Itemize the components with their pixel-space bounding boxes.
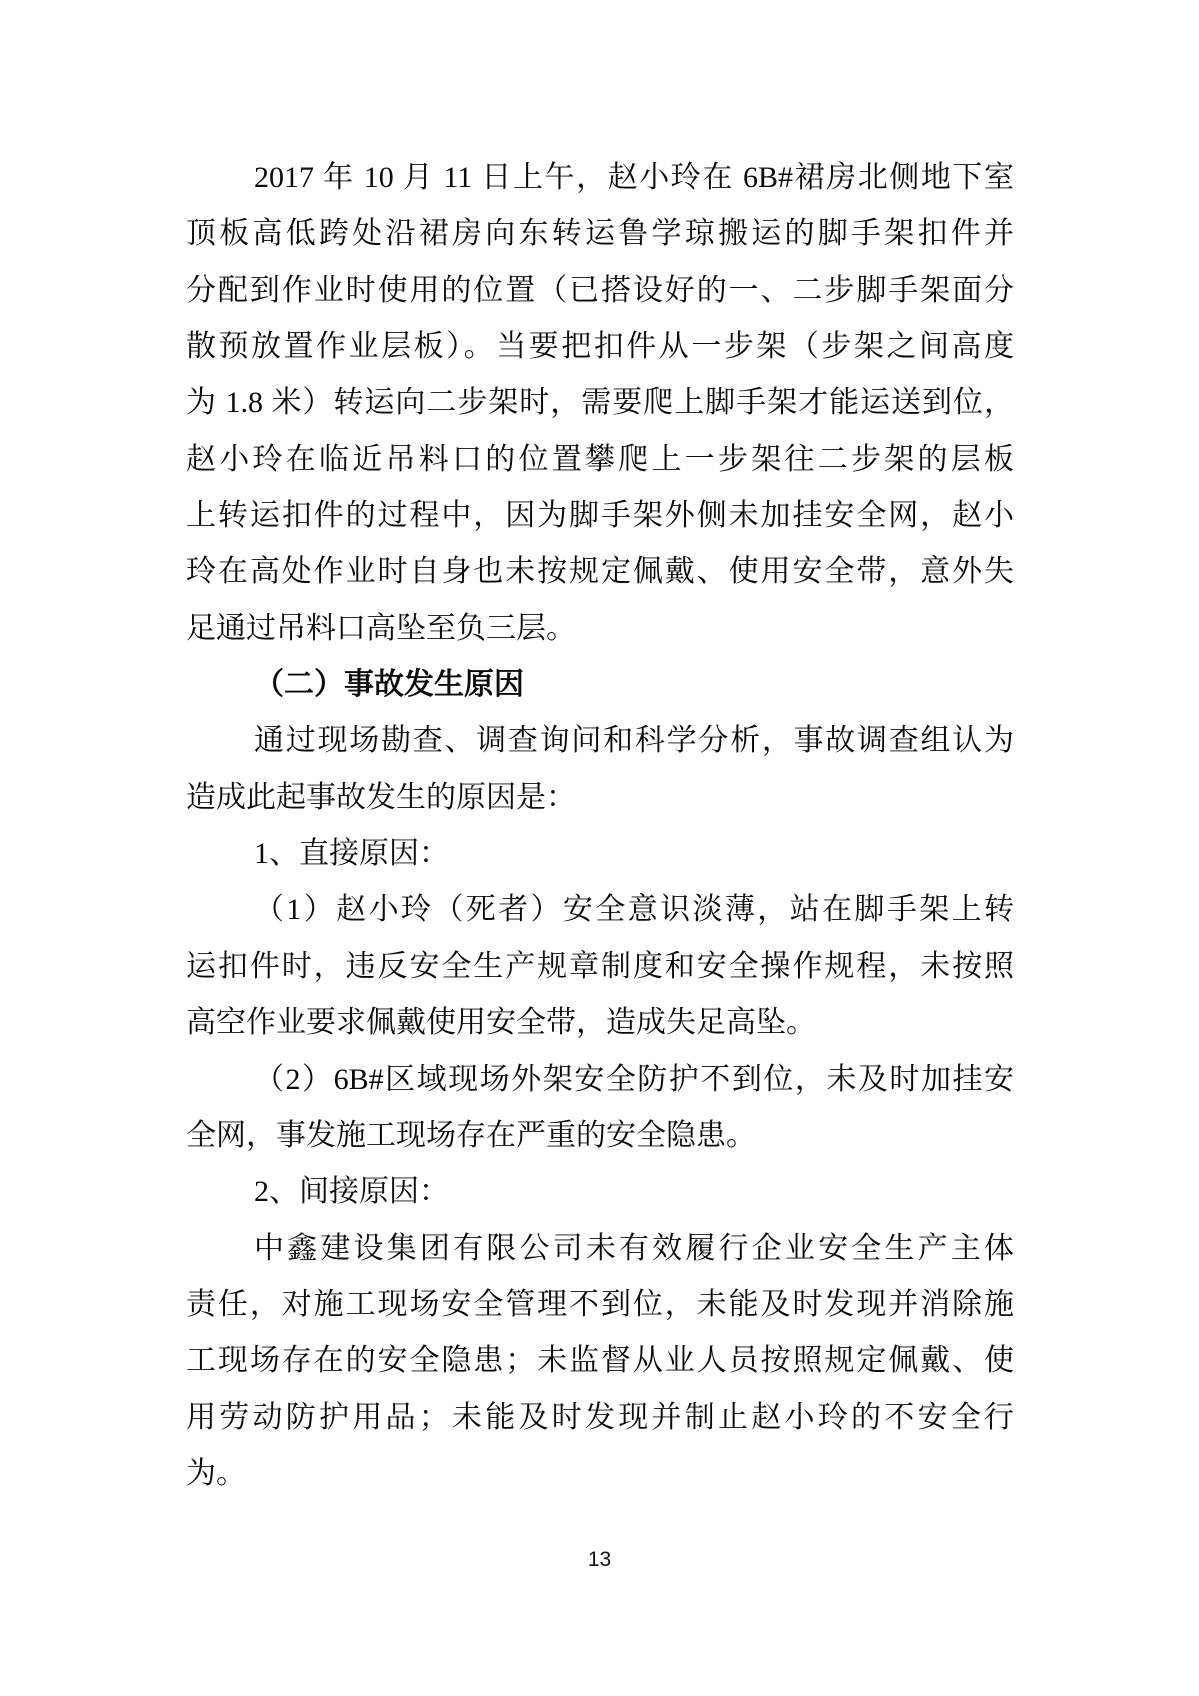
paragraph-line: 工现场存在的安全隐患；未监督从业人员按照规定佩戴、使 bbox=[186, 1344, 1014, 1378]
section-heading: （二）事故发生原因 bbox=[254, 668, 524, 702]
paragraph-line: 为。 bbox=[186, 1456, 246, 1490]
paragraph-line: 高空作业要求佩戴使用安全带，造成失足高坠。 bbox=[186, 1006, 816, 1040]
list-item-direct-cause: 1、直接原因： bbox=[254, 837, 449, 871]
paragraph-line: 责任，对施工现场安全管理不到位，未能及时发现并消除施 bbox=[186, 1287, 1014, 1321]
paragraph-line: 足通过吊料口高坠至负三层。 bbox=[186, 611, 576, 645]
paragraph-line: 全网，事发施工现场存在严重的安全隐患。 bbox=[186, 1118, 756, 1152]
paragraph-line: 顶板高低跨处沿裙房向东转运鲁学琼搬运的脚手架扣件并 bbox=[186, 217, 1014, 251]
paragraph-line: 分配到作业时使用的位置（已搭设好的一、二步脚手架面分 bbox=[186, 273, 1014, 307]
paragraph-line: 运扣件时，违反安全生产规章制度和安全操作规程，未按照 bbox=[186, 949, 1014, 983]
paragraph-line: 通过现场勘查、调查询问和科学分析，事故调查组认为 bbox=[254, 724, 1014, 758]
paragraph-line: 为 1.8 米）转运向二步架时，需要爬上脚手架才能运送到位， bbox=[186, 386, 1014, 420]
paragraph-line: （1）赵小玲（死者）安全意识淡薄，站在脚手架上转 bbox=[254, 893, 1014, 927]
list-item-indirect-cause: 2、间接原因： bbox=[254, 1175, 449, 1209]
page-number: 13 bbox=[587, 1548, 612, 1571]
paragraph-line: 玲在高处作业时自身也未按规定佩戴、使用安全带，意外失 bbox=[186, 555, 1014, 589]
paragraph-line: 造成此起事故发生的原因是： bbox=[186, 780, 576, 814]
paragraph-line: （2）6B#区域现场外架安全防护不到位，未及时加挂安 bbox=[254, 1062, 1014, 1096]
paragraph-line: 上转运扣件的过程中，因为脚手架外侧未加挂安全网，赵小 bbox=[186, 499, 1014, 533]
paragraph-line: 散预放置作业层板）。当要把扣件从一步架（步架之间高度 bbox=[186, 330, 1014, 364]
paragraph-line: 中鑫建设集团有限公司未有效履行企业安全生产主体 bbox=[254, 1231, 1014, 1265]
paragraph-line: 2017 年 10 月 11 日上午，赵小玲在 6B#裙房北侧地下室 bbox=[254, 161, 1014, 194]
report-text-block bbox=[186, 150, 1014, 1502]
paragraph-line: 赵小玲在临近吊料口的位置攀爬上一步架往二步架的层板 bbox=[186, 442, 1014, 476]
paragraph-line: 用劳动防护用品；未能及时发现并制止赵小玲的不安全行 bbox=[186, 1400, 1014, 1434]
